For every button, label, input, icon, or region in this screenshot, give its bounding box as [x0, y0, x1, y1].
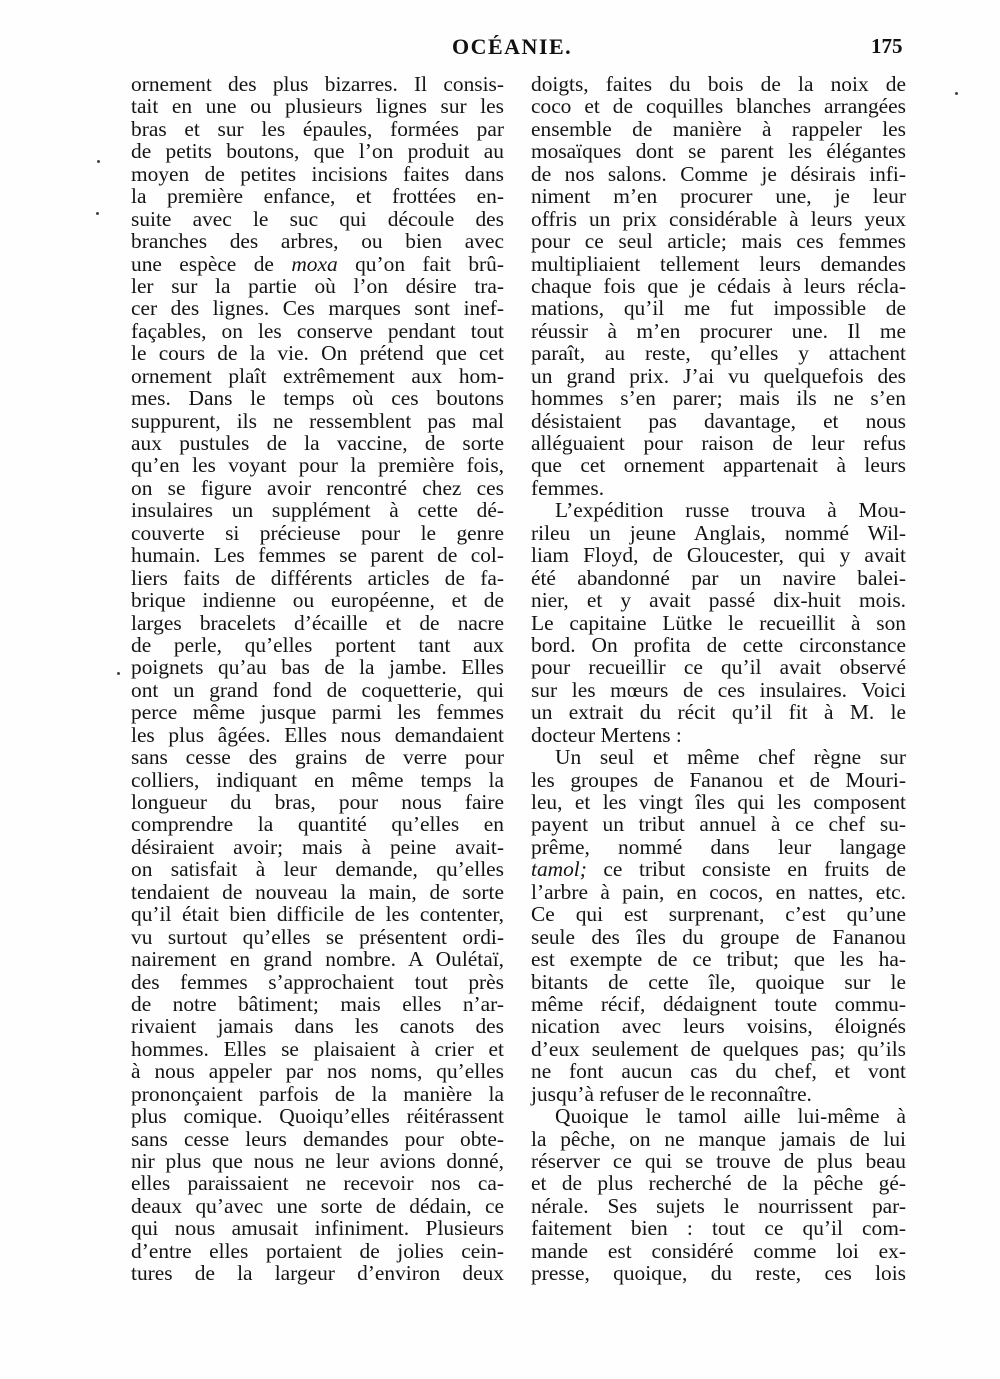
text-line: femmes.: [531, 475, 605, 500]
text-line: liers faits de différents articles de fa-: [131, 565, 504, 590]
text-line: désistaient pas davantage, et nous: [531, 408, 906, 433]
print-speck: [97, 160, 100, 163]
text-line: et de plus recherché de la pêche gé-: [531, 1171, 906, 1196]
text-line: même récif, dédaignent toute commu-: [531, 991, 906, 1016]
text-line: presse, quoique, du reste, ces lois: [531, 1261, 906, 1286]
text-line: prononçaient parfois de la manière la: [131, 1081, 504, 1106]
text-line: mande est considéré comme loi ex-: [531, 1238, 906, 1263]
text-line: sans cesse leurs demandes pour obte-: [131, 1126, 504, 1151]
text-line: qui nous amusait infiniment. Plusieurs: [131, 1216, 504, 1241]
print-speck: [117, 672, 120, 675]
text-line: un extrait du récit qu’il fit à M. le: [531, 700, 906, 725]
text-line: le cours de la vie. On prétend que cet: [131, 341, 504, 366]
text-line: L’expédition russe trouva à Mou-: [555, 498, 906, 523]
text-line: nication avec leurs voisins, éloignés: [531, 1014, 906, 1039]
text-line: ornement plaît extrêmement aux hom-: [131, 363, 504, 388]
text-line: ensemble de manière à rappeler les: [531, 116, 906, 141]
text-line: une espèce de moxa qu’on fait brû-: [131, 251, 504, 276]
text-line: colliers, indiquant en même temps la: [131, 767, 504, 792]
text-line: rivaient jamais dans les canots des: [131, 1014, 504, 1039]
text-line: ler sur la partie où l’on désire tra-: [131, 273, 504, 298]
text-line: réussir à m’en procurer une. Il me: [531, 318, 906, 343]
text-line: est exempte de ce tribut; que les ha-: [531, 947, 906, 972]
text-line: longueur du bras, pour nous faire: [131, 790, 504, 814]
text-line: tamol; ce tribut consiste en fruits de: [531, 857, 906, 882]
text-line: que cet ornement appartenait à leurs: [531, 453, 906, 478]
text-line: d’entre elles portaient de jolies cein-: [131, 1238, 504, 1263]
text-line: niment m’en procurer une, je leur: [531, 184, 906, 209]
text-line: de nos salons. Comme je désirais infi-: [531, 161, 906, 186]
text-line: tures de la largeur d’environ deux: [131, 1261, 504, 1286]
text-line: prême, nommé dans leur langage: [531, 834, 906, 859]
text-line: mations, qu’il me fut impossible de: [531, 296, 906, 321]
text-line: nir plus que nous ne leur avions donné,: [131, 1149, 504, 1173]
text-line: d’eux seulement de quelques pas; qu’ils: [531, 1036, 906, 1061]
running-title: OCÉANIE.: [452, 34, 573, 59]
text-line: Ce qui est surprenant, c’est qu’une: [531, 902, 906, 927]
text-line: perce même jusque parmi les femmes: [131, 700, 504, 725]
text-line: nérale. Ses sujets le nourrissent par-: [531, 1193, 906, 1218]
text-line: deaux qu’avec une sorte de dédain, ce: [131, 1193, 504, 1218]
text-line: chaque fois que je cédais à leurs récla-: [531, 273, 906, 298]
text-line: de perle, qu’elles portent tant aux: [131, 632, 504, 657]
text-line: humain. Les femmes se parent de col-: [131, 543, 504, 568]
text-line: tendaient de nouveau la main, de sorte: [131, 879, 504, 904]
text-line: paraît, au reste, qu’elles y attachent: [531, 341, 906, 366]
text-line: alléguaient pour raison de leur refus: [531, 431, 906, 455]
text-line: aux pustules de la vaccine, de sorte: [131, 431, 504, 455]
text-line: bord. On profita de cette circonstance: [531, 632, 906, 657]
text-line: sur les mœurs de ces insulaires. Voici: [531, 677, 906, 702]
text-line: seule des îles du groupe de Fananou: [531, 924, 906, 949]
text-line: poignets qu’au bas de la jambe. Elles: [131, 655, 504, 680]
text-line: on se figure avoir rencontré chez ces: [131, 475, 504, 500]
text-line: de notre bâtiment; mais elles n’ar-: [131, 991, 504, 1016]
text-line: plus comique. Quoiqu’elles réitérassent: [131, 1104, 504, 1129]
print-speck: [955, 92, 958, 95]
text-line: façables, on les conserve pendant tout: [131, 318, 504, 343]
text-line: réserver ce qui se trouve de plus beau: [531, 1149, 906, 1173]
text-line: sans cesse des grains de verre pour: [131, 745, 504, 770]
text-line: désiraient avoir; mais à peine avait-: [131, 834, 504, 859]
text-line: suppurent, ils ne ressemblent pas mal: [131, 408, 504, 433]
text-line: offris un prix considérable à leurs yeux: [531, 206, 906, 231]
text-line: hommes. Elles se plaisaient à crier et: [131, 1036, 504, 1061]
text-column-left: [131, 73, 504, 1285]
text-line: brique indienne ou européenne, et de: [131, 588, 504, 613]
text-line: tait en une ou plusieurs lignes sur les: [131, 94, 504, 119]
text-line: pour ce seul article; mais ces femmes: [531, 229, 906, 254]
text-line: coco et de coquilles blanches arrangées: [531, 94, 906, 119]
text-line: Le capitaine Lütke le recueillit à son: [531, 610, 906, 635]
text-line: des femmes s’approchaient tout près: [131, 969, 504, 994]
text-line: les groupes de Fananou et de Mouri-: [531, 767, 906, 792]
text-line: vu surtout qu’elles se présentent ordi-: [131, 924, 504, 949]
text-line: on satisfait à leur demande, qu’elles: [131, 857, 504, 882]
text-column-right: [531, 73, 906, 1285]
text-line: larges bracelets d’écaille et de nacre: [131, 610, 504, 635]
text-line: bras et sur les épaules, formées par: [131, 116, 504, 141]
text-line: couverte si précieuse pour le genre: [131, 520, 504, 545]
italic-term: tamol;: [531, 857, 587, 882]
text-line: nier, et y avait passé dix-huit mois.: [531, 588, 906, 613]
text-line: docteur Mertens :: [531, 722, 682, 747]
italic-term: moxa: [291, 251, 338, 276]
text-line: l’arbre à pain, en cocos, en nattes, etc.: [531, 879, 906, 904]
text-line: ne font aucun cas du chef, et vont: [531, 1059, 906, 1084]
text-line: faitement bien : tout ce qu’il com-: [531, 1216, 906, 1241]
text-line: doigts, faites du bois de la noix de: [531, 72, 906, 96]
text-line: rileu un jeune Anglais, nommé Wil-: [531, 520, 906, 545]
text-line: qu’en les voyant pour la première fois,: [131, 453, 504, 478]
text-line: un grand prix. J’ai vu quelquefois des: [531, 363, 906, 388]
text-line: hommes s’en parer; mais ils ne s’en: [531, 386, 906, 411]
text-line: multipliaient tellement leurs demandes: [531, 251, 906, 276]
text-line: leu, et les vingt îles qui les composent: [531, 790, 906, 814]
text-line: nairement en grand nombre. A Oulétaï,: [131, 947, 504, 972]
text-line: de petits boutons, que l’on produit au: [131, 139, 504, 164]
text-line: à nous appeler par nos noms, qu’elles: [131, 1059, 504, 1084]
text-line: branches des arbres, ou bien avec: [131, 229, 504, 254]
running-head: [0, 28, 1000, 62]
text-line: mosaïques dont se parent les élégantes: [531, 139, 906, 164]
text-line: liam Floyd, de Gloucester, qui y avait: [531, 543, 906, 568]
text-line: elles paraissaient ne recevoir nos ca-: [131, 1171, 504, 1196]
text-line: insulaires un supplément à cette dé-: [131, 498, 504, 523]
text-line: bitants de cette île, quoique sur le: [531, 969, 906, 994]
text-line: comprendre la quantité qu’elles en: [131, 812, 504, 837]
text-line: les plus âgées. Elles nous demandaient: [131, 722, 504, 747]
text-line: ont un grand fond de coquetterie, qui: [131, 677, 504, 702]
text-line: la première enfance, et frottées en-: [131, 184, 504, 209]
text-line: qu’il était bien difficile de les contenter,: [131, 902, 504, 927]
text-line: mes. Dans le temps où ces boutons: [131, 386, 504, 411]
page-number: 175: [871, 34, 903, 58]
print-speck: [96, 212, 99, 215]
text-line: moyen de petites incisions faites dans: [131, 161, 504, 186]
text-line: Un seul et même chef règne sur: [555, 745, 906, 770]
text-line: ornement des plus bizarres. Il consis-: [131, 72, 504, 96]
text-line: suite avec le suc qui découle des: [131, 206, 504, 231]
text-line: payent un tribut annuel à ce chef su-: [531, 812, 906, 837]
text-line: jusqu’à refuser de le reconnaître.: [531, 1081, 812, 1106]
text-line: Quoique le tamol aille lui-même à: [555, 1104, 906, 1129]
text-line: été abandonné par un navire balei-: [531, 565, 906, 590]
text-line: cer des lignes. Ces marques sont inef-: [131, 296, 504, 321]
text-line: pour recueillir ce qu’il avait observé: [531, 655, 906, 680]
text-line: la pêche, on ne manque jamais de lui: [531, 1126, 906, 1151]
